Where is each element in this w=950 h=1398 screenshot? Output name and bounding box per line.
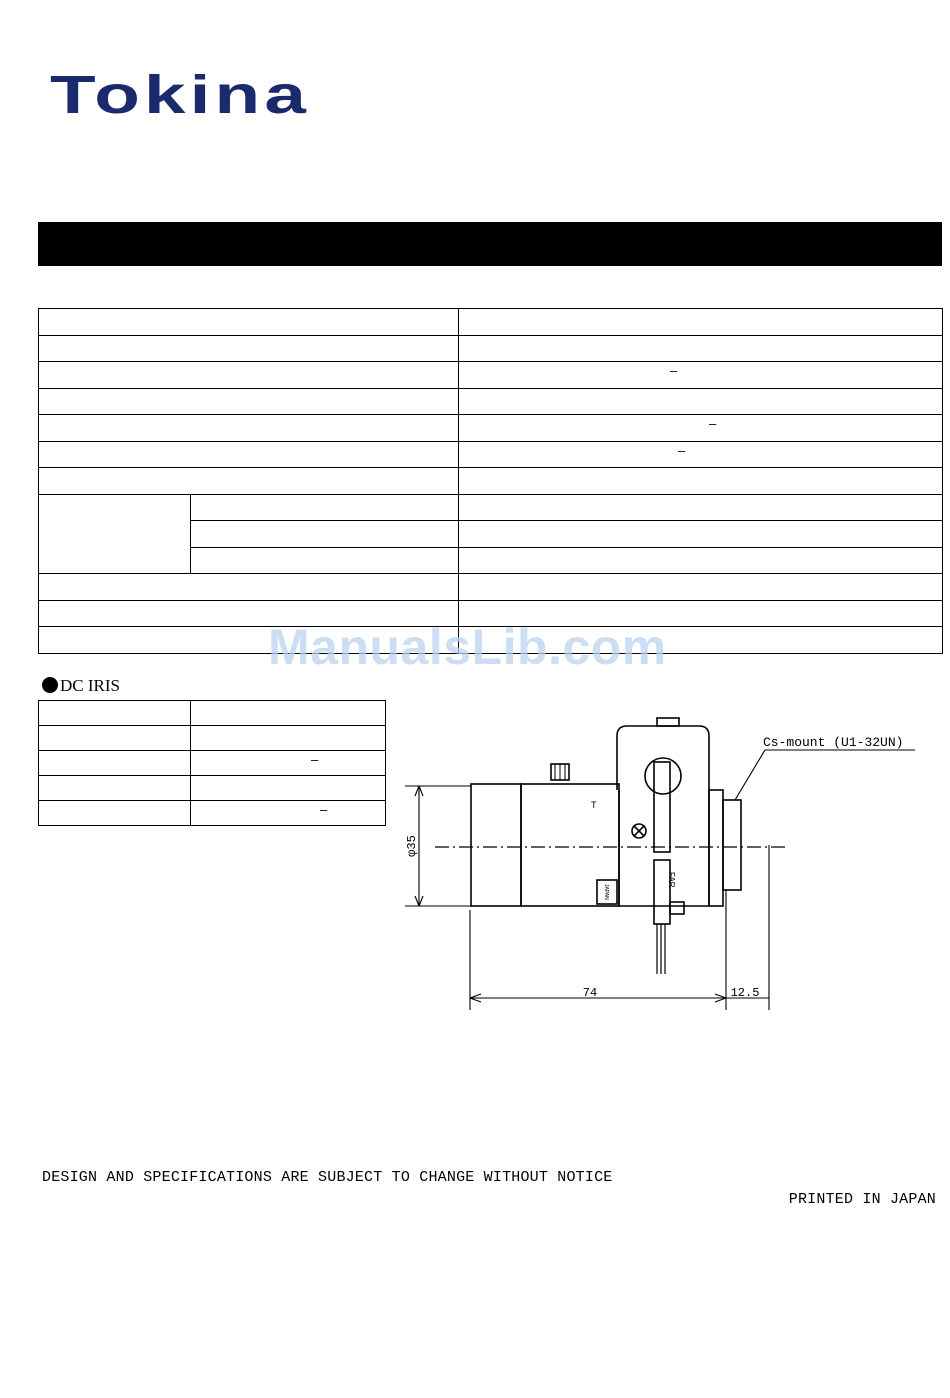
table-row <box>39 335 943 362</box>
table-cell <box>39 701 191 726</box>
table-cell <box>39 574 459 601</box>
mount-thread <box>723 800 741 890</box>
dc-iris-table <box>38 700 386 826</box>
table-cell <box>39 776 191 801</box>
table-cell <box>459 335 943 362</box>
table-cell <box>39 468 459 495</box>
dash-mark: – <box>670 363 678 378</box>
printed-in-label: PRINTED IN JAPAN <box>788 1191 936 1208</box>
svg-text:Tokina: Tokina <box>50 70 310 118</box>
tele-mark: T <box>591 800 597 810</box>
table-cell <box>459 388 943 415</box>
spec-table <box>38 308 943 654</box>
table-row <box>39 441 943 468</box>
dc-iris-heading <box>42 676 120 696</box>
title-bar <box>38 222 942 266</box>
focus-knob <box>645 758 681 794</box>
table-cell <box>459 521 943 548</box>
table-cell <box>459 468 943 495</box>
table-cell <box>39 726 191 751</box>
tokina-logo <box>50 70 312 118</box>
table-cell <box>39 801 191 826</box>
dash-mark: – <box>678 442 686 458</box>
table-row <box>39 801 386 826</box>
table-row <box>39 309 943 336</box>
table-cell <box>191 701 386 726</box>
table-cell <box>39 335 459 362</box>
table-cell <box>191 547 459 574</box>
table-cell <box>39 751 191 776</box>
table-row <box>39 726 386 751</box>
table-cell <box>39 309 459 336</box>
mount-leader-line <box>735 750 915 800</box>
japan-mark: JAPAN <box>603 884 609 900</box>
table-row <box>39 776 386 801</box>
table-cell <box>459 309 943 336</box>
iris-housing <box>617 726 709 906</box>
table-row <box>39 362 943 389</box>
table-cell <box>191 776 386 801</box>
flange <box>709 790 723 906</box>
change-notice: DESIGN AND SPECIFICATIONS ARE SUBJECT TO CHANGE WITHOUT NOTICE <box>42 1169 613 1186</box>
table-cell <box>191 751 386 776</box>
table-cell <box>191 521 459 548</box>
dash-mark: – <box>709 416 717 431</box>
lower-lever <box>654 860 670 924</box>
table-cell <box>191 726 386 751</box>
table-cell <box>191 801 386 826</box>
table-cell <box>459 415 943 442</box>
set-screw <box>670 902 684 914</box>
table-row <box>39 388 943 415</box>
table-row <box>39 751 386 776</box>
diameter-label: φ35 <box>405 835 419 857</box>
dash-mark: – <box>311 752 319 767</box>
table-cell <box>459 547 943 574</box>
table-row <box>39 494 943 521</box>
lens-dimension-drawing <box>395 700 940 1030</box>
flange-label: 12.5 <box>730 986 760 1000</box>
mount-label: Cs-mount (U1-32UN) <box>763 735 904 750</box>
table-cell <box>191 494 459 521</box>
table-row <box>39 574 943 601</box>
dc-iris-label: DC IRIS <box>60 676 120 695</box>
table-cell <box>39 441 459 468</box>
table-cell <box>459 362 943 389</box>
table-cell <box>39 362 459 389</box>
top-tab <box>657 718 679 726</box>
watermark: ManualsLib.com <box>268 619 667 675</box>
length-label: 74 <box>582 986 598 1000</box>
table-row <box>39 415 943 442</box>
table-cell <box>459 494 943 521</box>
barrel-front <box>471 784 521 906</box>
table-row <box>39 701 386 726</box>
table-cell <box>459 441 943 468</box>
table-cell <box>39 388 459 415</box>
dash-mark: – <box>320 802 328 817</box>
table-row <box>39 468 943 495</box>
bullet-icon <box>42 677 58 693</box>
table-cell <box>39 494 191 574</box>
far-mark: FAR <box>667 872 676 888</box>
table-cell <box>39 415 459 442</box>
table-cell <box>459 574 943 601</box>
knob-lever <box>654 762 670 852</box>
